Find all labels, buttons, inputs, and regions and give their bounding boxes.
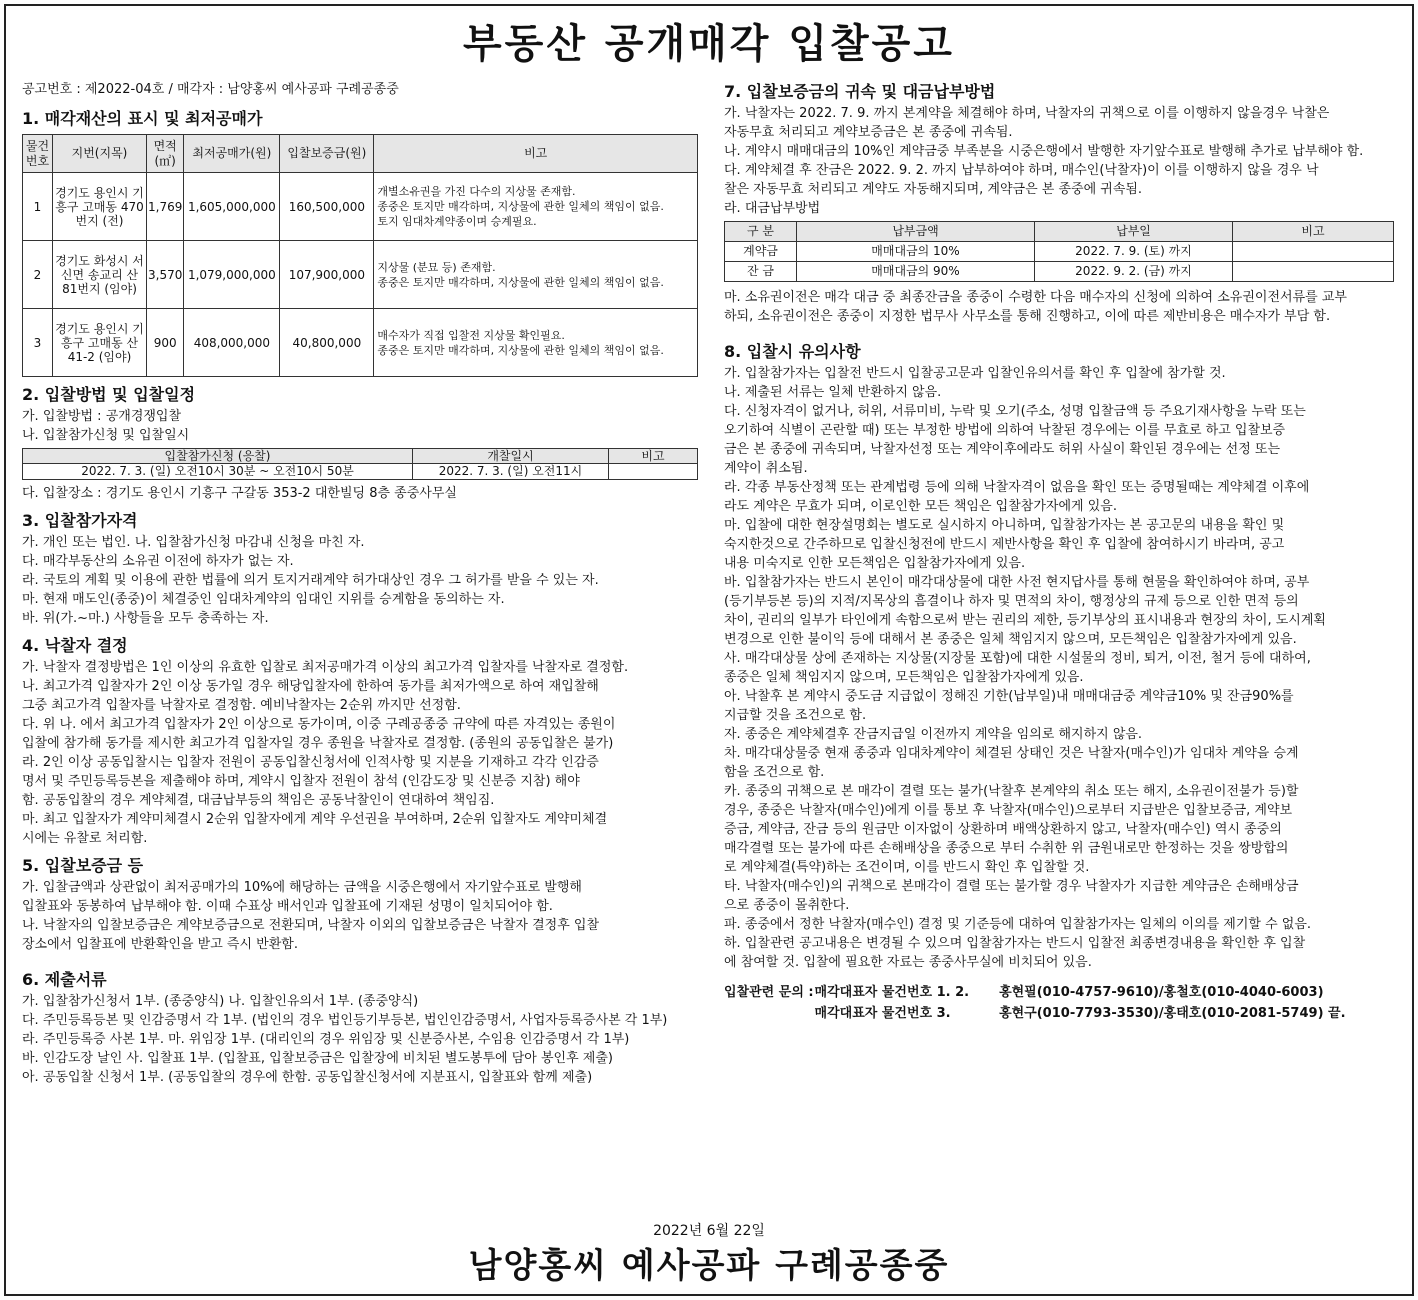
list-item: 타. 낙찰자(매수인)의 귀책으로 본매각이 결렬 또는 불가할 경우 낙찰자가 지급한 계약금은 손해배상금 [724, 879, 1299, 894]
list-item: 함을 조건으로 함. [724, 765, 825, 780]
contact-people-2: 홍현구(010-7793-3530)/홍태호(010-2081-5749) 끝. [999, 1006, 1346, 1021]
section-7-heading: 7. 입찰보증금의 귀속 및 대금납부방법 [724, 82, 996, 101]
list-item: 나. 낙찰자의 입찰보증금은 계약보증금으로 전환되며, 낙찰자 이외의 입찰보증금은 낙찰자 결정후 입찰 [22, 918, 600, 933]
list-item: 가. 개인 또는 법인. 나. 입찰참가신청 마감내 신청을 마친 자. [22, 535, 365, 550]
remark-line: 종중은 토지만 매각하며, 지상물에 관한 일체의 책임이 없음. [377, 200, 664, 213]
contact-line-2 [724, 1003, 1396, 1024]
schedule-table [22, 448, 698, 480]
list-item: 다. 위 나. 에서 최고가격 입찰자가 2인 이상으로 동가이며, 이중 구례공종중 규약에 따른 자격있는 종원이 [22, 717, 616, 732]
item-deposit: 160,500,000 [280, 173, 374, 241]
list-item: 사. 매각대상물 상에 존재하는 지상물(지장물 포함)에 대한 시설물의 정비, 퇴거, 이전, 철거 등에 대하여, [724, 651, 1311, 666]
item-deposit: 40,800,000 [280, 309, 374, 377]
payment-remarks [1233, 242, 1394, 262]
payment-amount: 매매대금의 90% [797, 262, 1035, 282]
list-item: 다. 주민등록등본 및 인감증명서 각 1부. (법인의 경우 법인등기부등본, 법인인감증명서, 사업자등록증사본 각 1부) [22, 1013, 668, 1028]
item-min-price: 1,079,000,000 [184, 241, 280, 309]
item-min-price: 1,605,000,000 [184, 173, 280, 241]
item-no: 2 [23, 241, 53, 309]
contact-info [724, 982, 1396, 1024]
section-3-heading: 3. 입찰참가자격 [22, 511, 138, 530]
list-item: (등기부등본 등)의 지적/지목상의 흠결이나 하자 및 면적의 차이, 행정상의 규제 등으로 인한 면적 등의 [724, 594, 1299, 609]
contact-target-1: 매각대표자 물건번호 1. 2. [814, 985, 970, 1000]
section-2-item-b: 나. 입찰참가신청 및 입찰일시 [22, 428, 190, 443]
item-remarks [374, 241, 698, 309]
list-item: 가. 입찰참가자는 입찰전 반드시 입찰공고문과 입찰인유의서를 확인 후 입찰에 참가할 것. [724, 366, 1226, 381]
remark-line: 종중은 토지만 매각하며, 지상물에 관한 일체의 책임이 없음. [377, 343, 664, 357]
item-lot: 경기도 용인시 기흥구 고매동 470번지 (전) [53, 173, 147, 241]
header-min-price: 최저공매가(원) [184, 135, 280, 173]
list-item: 찰은 자동무효 처리되고 계약도 자동해지되며, 계약금은 본 종중에 귀속됨. [724, 182, 1143, 197]
remark-line: 토지 임대차계약종이며 승계필요. [377, 215, 537, 228]
section-8-heading: 8. 입찰시 유의사항 [724, 342, 861, 361]
section-5-heading: 5. 입찰보증금 등 [22, 856, 144, 875]
payment-amount: 매매대금의 10% [797, 242, 1035, 262]
payment-table [724, 221, 1394, 282]
list-item: 라. 대금납부방법 [724, 201, 821, 216]
remark-line: 매수자가 직접 입찰전 지상물 확인필요. [377, 328, 565, 342]
list-item: 하되, 소유권이전은 종중이 지정한 법무사 사무소를 통해 진행하고, 이에 따른 제반비용은 매수자가 부담 함. [724, 309, 1331, 324]
list-item: 아. 낙찰후 본 계약시 중도금 지급없이 정해진 기한(납부일)내 매매대금중 계약금10% 및 잔금90%를 [724, 689, 1294, 704]
item-lot: 경기도 용인시 기흥구 고매동 산41-2 (임야) [53, 309, 147, 377]
section-6-heading: 6. 제출서류 [22, 970, 107, 989]
item-lot: 경기도 화성시 서신면 송교리 산81번지 (임야) [53, 241, 147, 309]
list-item: 지급할 것을 조건으로 함. [724, 708, 867, 723]
list-item: 차. 매각대상물중 현재 종중과 임대차계약이 체결된 상태인 것은 낙찰자(매수인)가 임대차 계약을 승계 [724, 746, 1299, 761]
opening-time: 2022. 7. 3. (일) 오전11시 [413, 464, 609, 480]
header-due-date: 납부일 [1035, 222, 1233, 242]
header-deposit: 입찰보증금(원) [280, 135, 374, 173]
remark-line: 지상물 (분묘 등) 존재함. [377, 260, 496, 274]
list-item: 금은 본 종중에 귀속되며, 낙찰자선정 또는 계약이후에라도 허위 사실이 확인된 경우에는 선정 또는 [724, 442, 1281, 457]
list-item: 하. 입찰관련 공고내용은 변경될 수 있으며 입찰참가자는 반드시 입찰전 최종변경내용을 확인한 후 입찰 [724, 936, 1306, 951]
section-2-heading: 2. 입찰방법 및 입찰일정 [22, 385, 196, 404]
schedule-header [23, 449, 698, 464]
list-item: 나. 계약시 매매대금의 10%인 계약금중 부족분을 시중은행에서 발행한 자기앞수표로 발행해 추가로 납부해야 함. [724, 144, 1364, 159]
list-item: 시에는 유찰로 처리함. [22, 831, 148, 846]
header-remarks: 비고 [609, 449, 698, 464]
table-row [23, 241, 698, 309]
list-item: 가. 낙찰자 결정방법은 1인 이상의 유효한 입찰로 최저공매가격 이상의 최고가격 입찰자를 낙찰자로 결정함. [22, 660, 629, 675]
list-item: 바. 위(가.~마.) 사항들을 모두 충족하는 자. [22, 611, 269, 626]
list-item: 마. 최고 입찰자가 계약미체결시 2순위 입찰자에게 계약 우선권을 부여하며, 2순위 입찰자도 계약미체결 [22, 812, 608, 827]
contact-label: 입찰관련 문의 : [724, 985, 814, 1000]
header-remarks: 비고 [374, 135, 698, 173]
remark-line: 개별소유권을 가진 다수의 지상물 존재함. [377, 185, 576, 198]
list-item: 마. 소유권이전은 매각 대금 중 최종잔금을 종중이 수령한 다음 매수자의 신청에 의하여 소유권이전서류를 교부 [724, 290, 1347, 305]
document-title: 부동산 공개매각 입찰공고 [463, 21, 955, 67]
list-item: 아. 공동입찰 신청서 1부. (공동입찰의 경우에 한함. 공동입찰신청서에 지분표시, 입찰표와 함께 제출) [22, 1070, 593, 1085]
list-item: 경우, 종중은 낙찰자(매수인)에게 이를 통보 후 낙찰자(매수인)으로부터 지급받은 입찰보증금, 계약보 [724, 803, 1293, 818]
list-item: 로 계약체결(특약)하는 조건이며, 이를 반드시 확인 후 입찰할 것. [724, 860, 1090, 875]
list-item: 라. 주민등록증 사본 1부. 마. 위임장 1부. (대리인의 경우 위임장 및 신분증사본, 수임용 인감증명서 각 1부) [22, 1032, 630, 1047]
list-item: 변경으로 인한 불이익 등에 대해서 본 종중은 일체 책임지지 않으며, 모든책임은 입찰참가자에게 있음. [724, 632, 1297, 647]
list-item: 차이, 권리의 일부가 타인에게 속함으로써 받는 권리의 제한, 등기부상의 표시내용과 현장의 차이, 도시계획 [724, 613, 1326, 628]
section-2-item-c: 다. 입찰장소 : 경기도 용인시 기흥구 구갈동 353-2 대한빌딩 8층 종중사무실 [22, 486, 457, 501]
table-row [23, 464, 698, 480]
item-deposit: 107,900,000 [280, 241, 374, 309]
schedule-remarks [609, 464, 698, 480]
list-item: 장소에서 입찰표에 반환확인을 받고 즉시 반환함. [22, 937, 298, 952]
list-item: 바. 입찰참가자는 반드시 본인이 매각대상물에 대한 사전 현지답사를 통해 현물을 확인하여야 하며, 공부 [724, 575, 1310, 590]
list-item: 에 참여할 것. 입찰에 필요한 자료는 종중사무실에 비치되어 있음. [724, 955, 1092, 970]
contact-people-1: 홍현필(010-4757-9610)/홍철호(010-4040-6003) [999, 985, 1324, 1000]
header-amount: 납부금액 [797, 222, 1035, 242]
item-min-price: 408,000,000 [184, 309, 280, 377]
header-lot: 지번(지목) [53, 135, 147, 173]
notice-number: 공고번호 : 제2022-04호 / 매각자 : 남양홍씨 예사공파 구례공종중 [22, 82, 399, 97]
list-item: 그중 최고가격 입찰자를 낙찰자로 결정함. 예비낙찰자는 2순위 까지만 선정함. [22, 698, 461, 713]
list-item: 파. 종중에서 정한 낙찰자(매수인) 결정 및 기준등에 대하여 입찰참가자는 일체의 이의를 제기할 수 없음. [724, 917, 1312, 932]
list-item: 종중은 일체 책임지지 않으며, 모든책임은 입찰참가자에게 있음. [724, 670, 1084, 685]
item-area: 1,769 [147, 173, 184, 241]
payment-due-date: 2022. 9. 2. (금) 까지 [1035, 262, 1233, 282]
list-item: 마. 현재 매도인(종중)이 체결중인 임대차계약의 임대인 지위를 승계함을 동의하는 자. [22, 592, 505, 607]
list-item: 가. 입찰금액과 상관없이 최저공매가의 10%에 해당하는 금액을 시중은행에서 자기앞수표로 발행해 [22, 880, 582, 895]
list-item: 으로 종중이 몰취한다. [724, 898, 850, 913]
list-item: 라. 2인 이상 공동입찰시는 입찰자 전원이 공동입찰신청서에 인적사항 및 지분을 기재하고 각각 인감증 [22, 755, 599, 770]
header-category: 구 분 [725, 222, 797, 242]
asset-table [22, 134, 698, 377]
item-remarks [374, 309, 698, 377]
payment-due-date: 2022. 7. 9. (토) 까지 [1035, 242, 1233, 262]
list-item: 자. 종중은 계약체결후 잔금지급일 이전까지 계약을 임의로 해지하지 않음. [724, 727, 1143, 742]
list-item: 가. 낙찰자는 2022. 7. 9. 까지 본계약을 체결해야 하며, 낙찰자의 귀책으로 이를 이행하지 않을경우 낙찰은 [724, 106, 1330, 121]
item-area: 3,570 [147, 241, 184, 309]
list-item: 가. 입찰참가신청서 1부. (종중양식) 나. 입찰인유의서 1부. (종중양식) [22, 994, 419, 1009]
contact-line-1 [724, 982, 1396, 1003]
list-item: 입찰에 참가해 동가를 제시한 최고가격 입찰자일 경우 종원을 낙찰자로 결정함. (종원의 공동입찰은 불가) [22, 736, 614, 751]
list-item: 나. 최고가격 입찰자가 2인 이상 동가일 경우 해당입찰자에 한하여 동가를 최저가액으로 하여 재입찰해 [22, 679, 599, 694]
list-item: 오기하여 식별이 곤란할 때) 또는 부정한 방법에 의하여 낙찰된 경우에는 이를 무효로 하고 입찰보증 [724, 423, 1286, 438]
section-4-heading: 4. 낙찰자 결정 [22, 636, 128, 655]
list-item: 다. 매각부동산의 소유권 이전에 하자가 없는 자. [22, 554, 294, 569]
header-remarks: 비고 [1233, 222, 1394, 242]
list-item: 라. 국토의 계획 및 이용에 관한 법률에 의거 토지거래계약 허가대상인 경우 그 허가를 받을 수 있는 자. [22, 573, 599, 588]
list-item: 숙지한것으로 간주하므로 입찰신청전에 반드시 제반사항을 확인 후 입찰에 참여하시기 바라며, 공고 [724, 537, 1285, 552]
table-row [23, 309, 698, 377]
payment-category: 잔 금 [725, 262, 797, 282]
list-item: 바. 인감도장 날인 사. 입찰표 1부. (입찰표, 입찰보증금은 입찰장에 비치된 별도봉투에 담아 봉인후 제출) [22, 1051, 613, 1066]
header-no: 물건번호 [23, 135, 53, 173]
right-column [724, 80, 1396, 1024]
list-item: 다. 계약체결 후 잔금은 2022. 9. 2. 까지 납부하여야 하며, 매수인(낙찰자)이 이를 이행하지 않을 경우 낙 [724, 163, 1319, 178]
list-item: 카. 종중의 귀책으로 본 매각이 결렬 또는 불가(낙찰후 본계약의 취소 또는 해지, 소유권이전불가 등)할 [724, 784, 1299, 799]
table-row [725, 242, 1394, 262]
header-area: 면적(㎡) [147, 135, 184, 173]
header-application: 입찰참가신청 (응찰) [23, 449, 413, 464]
list-item: 계약이 취소됨. [724, 461, 808, 476]
list-item: 입찰표와 동봉하여 납부해야 함. 이때 수표상 배서인과 입찰표에 기재된 성명이 일치되어야 함. [22, 899, 553, 914]
list-item: 매각결렬 또는 불가에 따른 손해배상을 종중으로 부터 수취한 위 금원내로만 한정하는 것을 쌍방합의 [724, 841, 1289, 856]
list-item: 라도 계약은 무효가 되며, 이로인한 모든 책임은 입찰참가자에게 있음. [724, 499, 1117, 514]
list-item: 다. 신청자격이 없거나, 허위, 서류미비, 누락 및 오기(주소, 성명 입찰금액 등 주요기재사항을 누락 또는 [724, 404, 1306, 419]
section-1-heading: 1. 매각재산의 표시 및 최저공매가 [22, 109, 263, 128]
contact-target-2: 매각대표자 물건번호 3. [814, 1006, 951, 1021]
list-item: 자동무효 처리되고 계약보증금은 본 종중에 귀속됨. [724, 125, 1013, 140]
list-item: 함. 공동입찰의 경우 계약체결, 대금납부등의 책임은 공동낙찰인이 연대하여 책임짐. [22, 793, 495, 808]
remark-line: 종중은 토지만 매각하며, 지상물에 관한 일체의 책임이 없음. [377, 275, 664, 289]
left-column [22, 80, 698, 1087]
asset-table-header [23, 135, 698, 173]
issuing-organization: 남양홍씨 예사공파 구례공종중 [468, 1246, 950, 1286]
table-row [725, 262, 1394, 282]
header-opening: 개찰일시 [413, 449, 609, 464]
table-row [23, 173, 698, 241]
item-remarks [374, 173, 698, 241]
payment-category: 계약금 [725, 242, 797, 262]
item-no: 1 [23, 173, 53, 241]
item-no: 3 [23, 309, 53, 377]
payment-remarks [1233, 262, 1394, 282]
list-item: 나. 제출된 서류는 일체 반환하지 않음. [724, 385, 942, 400]
list-item: 명서 및 주민등록등본을 제출해야 하며, 계약시 입찰자 전원이 참석 (인감도장 및 신분증 지참) 해야 [22, 774, 580, 789]
item-area: 900 [147, 309, 184, 377]
list-item: 마. 입찰에 대한 현장설명회는 별도로 실시하지 아니하며, 입찰참가자는 본 공고문의 내용을 확인 및 [724, 518, 1285, 533]
section-2-item-a: 가. 입찰방법 : 공개경쟁입찰 [22, 409, 182, 424]
application-time: 2022. 7. 3. (일) 오전10시 30분 ~ 오전10시 50분 [23, 464, 413, 480]
list-item: 증금, 계약금, 잔금 등의 원금만 이자없이 상환하며 배액상환하지 않고, 낙찰자(매수인) 역시 종중의 [724, 822, 1282, 837]
payment-header [725, 222, 1394, 242]
list-item: 내용 미숙지로 인한 모든책임은 입찰참가자에게 있음. [724, 556, 1026, 571]
announcement-date: 2022년 6월 22일 [653, 1223, 765, 1239]
list-item: 라. 각종 부동산정책 또는 관계법령 등에 의해 낙찰자격이 없음을 확인 또는 증명될때는 계약체결 이후에 [724, 480, 1310, 495]
